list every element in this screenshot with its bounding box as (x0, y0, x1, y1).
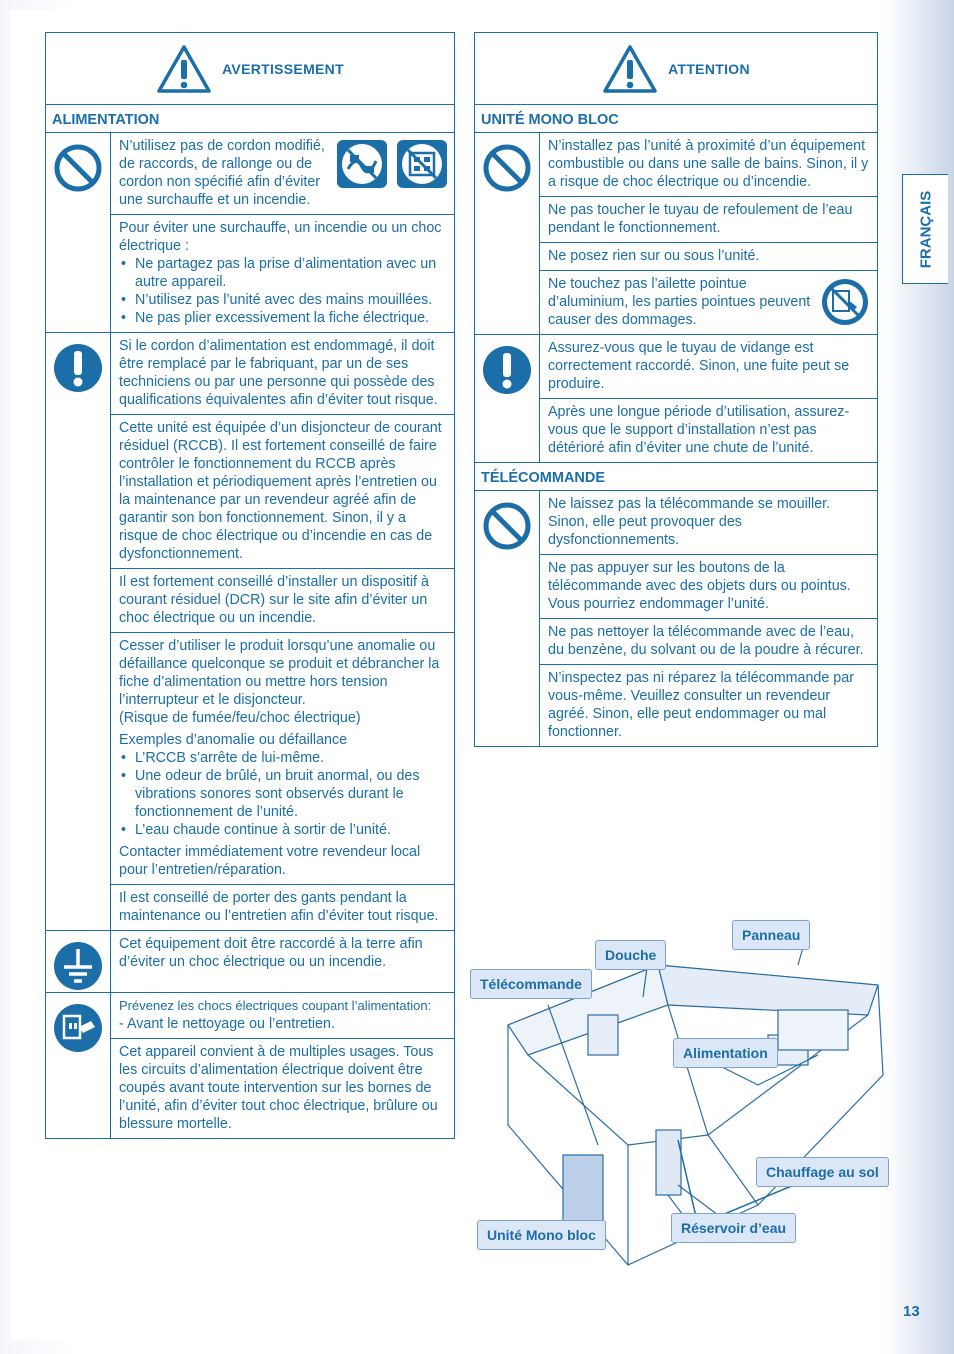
warning-cell (111, 133, 454, 215)
caution-column (474, 32, 878, 747)
callout-telecommande: Télécommande (470, 969, 592, 999)
bullet-item: • L’eau chaude continue à sortir de l’unité. (119, 821, 448, 839)
caution-cell: Ne laissez pas la télécommande se mouiller. Sinon, elle peut provoquer des dysfonctionnements. (540, 491, 877, 555)
warning-cell: Cet équipement doit être raccordé à la terre afin d’éviter un choc électrique ou un incendie. (119, 936, 423, 970)
bullet-item: • N’utilisez pas l’unité avec des mains mouillées. (119, 291, 448, 309)
warning-cell: Cette unité est équipée d’un disjoncteur de courant résiduel (RCCB). Il est fortement conseillé de faire contrôler le fonctionnement du RCCB après l’installation et périodiquement après l’entretien ou la maintenance par un revendeur agréé afin de garantir son bon fonctionnement. Sinon, il y a risque de choc électrique ou d’incendie en cas de dysfonctionnement. (111, 415, 454, 569)
caution-cell: Après une longue période d’utilisation, assurez-vous que le support d’installation n’est pas détérioré afin d’éviter une chute de l’unité. (548, 404, 850, 456)
caution-header (475, 33, 877, 105)
warning-group-ground (46, 931, 454, 993)
section-title-alimentation: ALIMENTATION (46, 105, 454, 133)
callout-douche: Douche (595, 940, 666, 970)
callout-alimentation: Alimentation (673, 1038, 778, 1068)
callout-unite-mono-bloc: Unité Mono bloc (477, 1220, 606, 1250)
warning-cell: Si le cordon d’alimentation est endommagé, il doit être remplacé par le fabriquant, par un de ses techniciens ou par une personne qui possède des qualifications équivalentes afin d’éviter tout risque. (111, 333, 454, 415)
callout-chauffage: Chauffage au sol (756, 1157, 889, 1187)
warning-triangle-icon (156, 44, 212, 94)
warning-text: N’utilisez pas de cordon modifié, de raccords, de rallonge ou de cordon non spécifié afin d’éviter une surchauffe et un incendie. (119, 138, 325, 208)
caution-cell: Ne posez rien sur ou sous l’unité. (540, 243, 877, 271)
warning-text: Cesser d’utiliser le produit lorsqu’une anomalie ou défaillance quelconque se produit et débrancher la fiche d’alimentation ou mettre hors tension l’interrupteur et le disjoncteur. (119, 638, 440, 708)
warning-text: Contacter immédiatement votre revendeur local pour l’entretien/réparation. (119, 844, 421, 878)
warning-group-mandatory (46, 333, 454, 931)
callout-panneau: Panneau (732, 920, 810, 950)
warning-text: Pour éviter une surchauffe, un incendie ou un choc électrique : (119, 220, 442, 254)
caution-group-remote (475, 491, 877, 746)
bullet-item: • L’RCCB s’arrête de lui-même. (119, 749, 448, 767)
warning-header-label: AVERTISSEMENT (222, 60, 344, 77)
warning-column (45, 32, 455, 1139)
warning-group-unplug (46, 993, 454, 1138)
caution-header-label: ATTENTION (668, 60, 750, 77)
section-title-unite-mono-bloc: UNITÉ MONO BLOC (475, 105, 877, 133)
prohibit-icon (482, 501, 532, 551)
warning-cell: Il est fortement conseillé d’installer un dispositif à courant résiduel (DCR) sur le site afin d’éviter un choc électrique ou un incendie. (111, 569, 454, 633)
warning-cell (111, 215, 454, 332)
caution-cell: Ne pas nettoyer la télécommande avec de l’eau, du benzène, du solvant ou de la poudre à récurer. (540, 619, 877, 665)
caution-group-prohibit (475, 133, 877, 335)
warning-cell (111, 633, 454, 885)
callout-reservoir: Réservoir d’eau (671, 1213, 796, 1243)
language-tab-label: FRANÇAIS (917, 190, 934, 268)
caution-cell: N’installez pas l’unité à proximité d’un équipement combustible ou dans une salle de bains. Sinon, il y a risque de choc électrique ou d’incendie. (540, 133, 877, 197)
prohibit-icon (53, 143, 103, 193)
caution-cell: N’inspectez pas ni réparez la télécommande par vous-même. Veuillez consulter un revendeur agréé. Sinon, elle peut endommager ou mal fonctionner. (548, 670, 854, 740)
warning-text: Prévenez les chocs électriques coupant l’alimentation: (119, 998, 432, 1013)
language-tab (902, 174, 948, 284)
warning-text: - Avant le nettoyage ou l’entretien. (119, 1016, 335, 1032)
caution-group-mandatory (475, 335, 877, 463)
exclamation-icon (53, 343, 103, 393)
no-extension-cord-icon (336, 139, 388, 189)
unplug-icon (53, 1003, 103, 1053)
bullet-item: • Ne partagez pas la prise d’alimentation avec un autre appareil. (119, 255, 448, 291)
warning-group-prohibit (46, 133, 454, 333)
warning-text: Exemples d’anomalie ou défaillance (119, 732, 348, 748)
warning-cell: Cet appareil convient à de multiples usages. Tous les circuits d’alimentation électrique doivent être coupés avant toute intervention sur les bornes de l’unité, afin d’éviter tout choc électrique, brûlure ou blessure mortelle. (119, 1044, 438, 1132)
house-diagram (468, 905, 908, 1300)
caution-cell: Assurez-vous que le tuyau de vidange est correctement raccordé. Sinon, une fuite peut se produire. (540, 335, 877, 399)
caution-cell (540, 271, 877, 334)
warning-cell (111, 993, 454, 1039)
caution-text: Ne touchez pas l’ailette pointue d’aluminium, les parties pointues peuvent causer des dommages. (548, 276, 811, 328)
ground-icon (53, 941, 103, 991)
section-title-telecommande: TÉLÉCOMMANDE (475, 463, 877, 491)
warning-triangle-icon (602, 44, 658, 94)
warning-text: (Risque de fumée/feu/choc électrique) (119, 710, 361, 726)
exclamation-icon (482, 345, 532, 395)
warning-cell: Il est conseillé de porter des gants pendant la maintenance ou l’entretien afin d’éviter tout risque. (119, 890, 439, 924)
no-touch-fin-icon (819, 277, 871, 327)
page-number: 13 (903, 1303, 920, 1320)
bullet-item: • Une odeur de brûlé, un bruit anormal, ou des vibrations sonores sont observés durant le fonctionnement de l’unité. (119, 767, 448, 821)
caution-cell: Ne pas toucher le tuyau de refoulement de l’eau pendant le fonctionnement. (540, 197, 877, 243)
prohibit-icon (482, 143, 532, 193)
warning-header (46, 33, 454, 105)
no-multi-plug-icon (396, 139, 448, 189)
bullet-item: • Ne pas plier excessivement la fiche électrique. (119, 309, 448, 327)
caution-cell: Ne pas appuyer sur les boutons de la télécommande avec des objets durs ou pointus. Vous pourriez endommager l’unité. (540, 555, 877, 619)
